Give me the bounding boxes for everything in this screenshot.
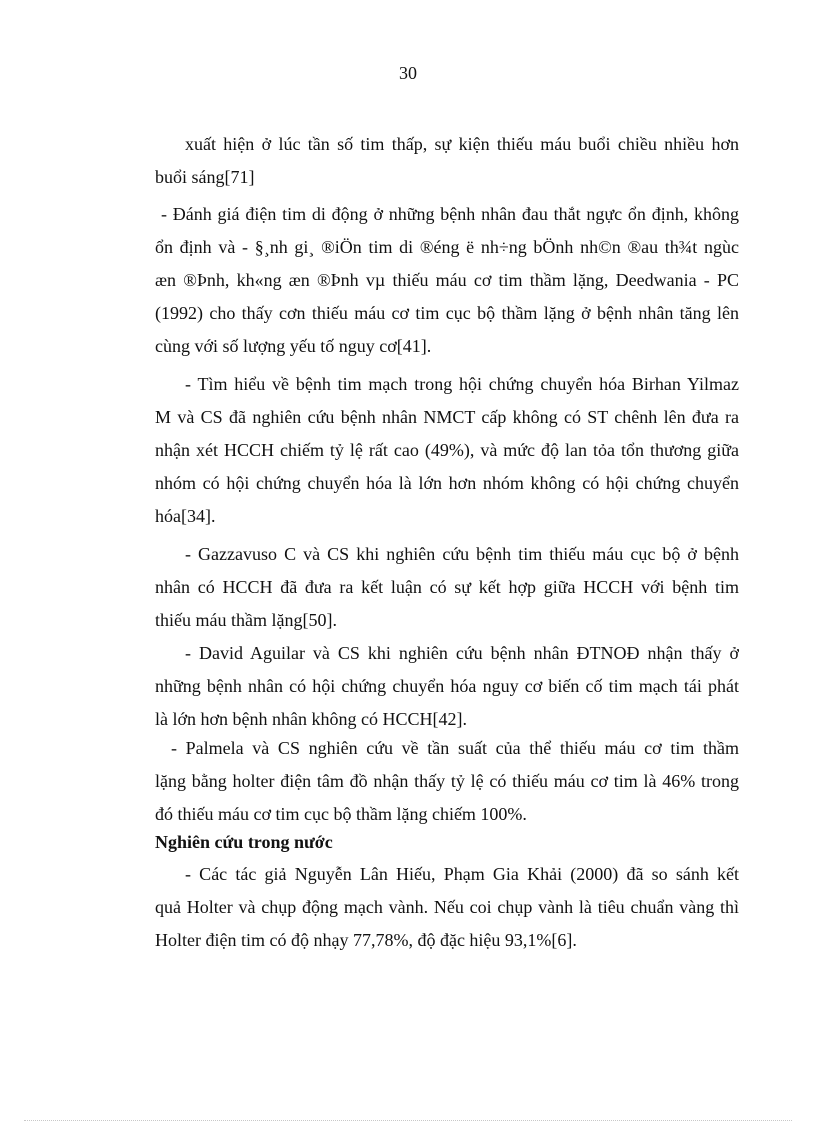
- paragraph-line: thiếu máu thầm lặng[50].: [155, 610, 337, 630]
- paragraph-5: [155, 637, 739, 736]
- paragraph-line: cùng với số lượng yếu tố nguy cơ[41].: [155, 336, 432, 356]
- paragraph-line: - Đánh giá điện tim di động ở những bệnh nhân đau thắt ngực ổn định, không: [161, 204, 739, 224]
- paragraph-line: là lớn hơn bệnh nhân không có HCCH[42].: [155, 709, 467, 729]
- paragraph-2: [155, 198, 739, 363]
- paragraph-line: (1992) cho thấy cơn thiếu máu cơ tim cục bộ thầm lặng ở bệnh nhân tăng lên: [155, 303, 739, 323]
- paragraph-line: ổn định và - §¸nh gi¸ ®iÖn tim di ®éng ë nh÷ng bÖnh nh©n ®au th¾t ngùc: [155, 237, 739, 257]
- paragraph-3: [155, 368, 739, 533]
- paragraph-line: æn ®Þnh, kh«ng æn ®Þnh vµ thiếu máu cơ tim thầm lặng, Deedwania - PC: [155, 270, 739, 290]
- paragraph-line: - Tìm hiểu về bệnh tim mạch trong hội chứng chuyển hóa Birhan Yilmaz: [185, 374, 739, 394]
- paragraph-line: - Gazzavuso C và CS khi nghiên cứu bệnh tim thiếu máu cục bộ ở bệnh: [185, 544, 739, 564]
- paragraph-line: xuất hiện ở lúc tần số tim thấp, sự kiện thiếu máu buổi chiều nhiều hơn: [185, 134, 739, 154]
- section-heading: Nghiên cứu trong nước: [155, 832, 333, 852]
- paragraph-line: những bệnh nhân có hội chứng chuyển hóa nguy cơ biến cố tim mạch tái phát: [155, 676, 739, 696]
- page-number: 30: [399, 63, 417, 83]
- paragraph-line: - Palmela và CS nghiên cứu về tần suất của thể thiếu máu cơ tim thầm: [171, 738, 739, 758]
- paragraph-line: lặng bằng holter điện tâm đồ nhận thấy tỷ lệ có thiếu máu cơ tim là 46% trong: [155, 771, 739, 791]
- paragraph-line: nhận xét HCCH chiếm tỷ lệ rất cao (49%), và mức độ lan tỏa tổn thương giữa: [155, 440, 739, 460]
- paragraph-line: M và CS đã nghiên cứu bệnh nhân NMCT cấp không có ST chênh lên đưa ra: [155, 407, 739, 427]
- paragraph-7: [155, 858, 739, 957]
- paragraph-line: - David Aguilar và CS khi nghiên cứu bệnh nhân ĐTNOĐ nhận thấy ở: [185, 643, 739, 663]
- paragraph-1: [155, 128, 739, 194]
- paragraph-line: Holter điện tim có độ nhạy 77,78%, độ đặc hiệu 93,1%[6].: [155, 930, 577, 950]
- page-bottom-divider: [24, 1120, 792, 1121]
- paragraph-4: [155, 538, 739, 637]
- paragraph-line: quả Holter và chụp động mạch vành. Nếu coi chụp vành là tiêu chuẩn vàng thì: [155, 897, 739, 917]
- paragraph-line: buổi sáng[71]: [155, 167, 255, 187]
- paragraph-line: hóa[34].: [155, 506, 216, 526]
- paragraph-line: nhân có HCCH đã đưa ra kết luận có sự kết hợp giữa HCCH với bệnh tim: [155, 577, 739, 597]
- paragraph-line: nhóm có hội chứng chuyển hóa là lớn hơn nhóm không có hội chứng chuyển: [155, 473, 739, 493]
- paragraph-line: - Các tác giả Nguyễn Lân Hiếu, Phạm Gia Khải (2000) đã so sánh kết: [185, 864, 739, 884]
- paragraph-6: [155, 732, 739, 831]
- paragraph-line: đó thiếu máu cơ tim cục bộ thầm lặng chiếm 100%.: [155, 804, 527, 824]
